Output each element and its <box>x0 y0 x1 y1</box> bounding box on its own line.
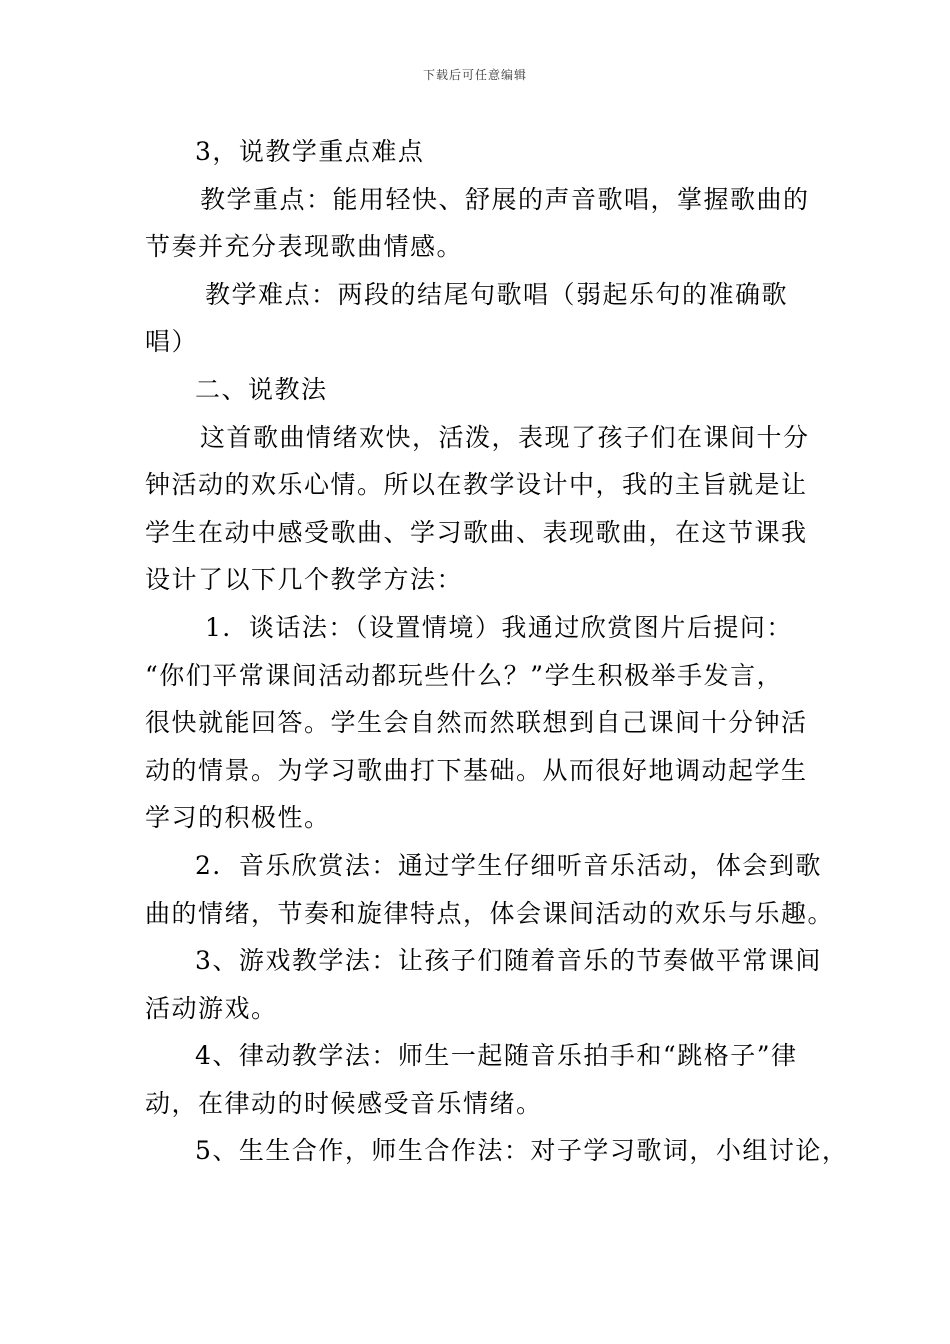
paragraph-line: 设计了以下几个教学方法： <box>145 565 464 595</box>
paragraph-line: 曲的情绪，节奏和旋律特点，体会课间活动的欢乐与乐趣。 <box>145 898 835 928</box>
paragraph-line: 教学重点：能用轻快、舒展的声音歌唱，掌握歌曲的 <box>200 184 810 214</box>
paragraph-line: 学习的积极性。 <box>145 803 331 833</box>
paragraph-line: 活动游戏。 <box>145 993 278 1023</box>
paragraph-line: 教学难点：两段的结尾句歌唱（弱起乐句的准确歌 <box>205 279 789 309</box>
page-header-note: 下载后可任意编辑 <box>422 68 527 82</box>
paragraph-line: 学生在动中感受歌曲、学习歌曲、表现歌曲，在这节课我 <box>145 517 808 547</box>
list-item-line: 4、律动教学法：师生一起随音乐拍手和“跳格子”律 <box>195 1041 798 1071</box>
paragraph-line: 唱） <box>145 327 199 357</box>
paragraph-line: “你们平常课间活动都玩些什么？”学生积极举手发言， <box>145 660 784 690</box>
paragraph-line: 很快就能回答。学生会自然而然联想到自己课间十分钟活 <box>145 708 808 738</box>
section-heading-key-points: 3，说教学重点难点 <box>195 137 425 166</box>
list-item-line: 3、游戏教学法：让孩子们随着音乐的节奏做平常课间 <box>195 946 822 976</box>
list-item-line: 5、生生合作，师生合作法：对子学习歌词，小组讨论， <box>195 1136 849 1166</box>
paragraph-line: 钟活动的欢乐心情。所以在教学设计中，我的主旨就是让 <box>145 470 808 500</box>
list-item-line: 2．音乐欣赏法：通过学生仔细听音乐活动，体会到歌 <box>195 850 822 880</box>
paragraph-line: 动，在律动的时候感受音乐情绪。 <box>145 1088 543 1118</box>
section-heading-teaching-methods: 二、说教法 <box>195 374 328 404</box>
paragraph-line: 节奏并充分表现歌曲情感。 <box>145 232 464 262</box>
paragraph-line: 动的情景。为学习歌曲打下基础。从而很好地调动起学生 <box>145 755 808 785</box>
document-body <box>145 128 849 1175</box>
paragraph-line: 这首歌曲情绪欢快，活泼，表现了孩子们在课间十分 <box>200 422 810 452</box>
list-item-line: 1．谈话法：（设置情境）我通过欣赏图片后提问： <box>205 612 793 642</box>
